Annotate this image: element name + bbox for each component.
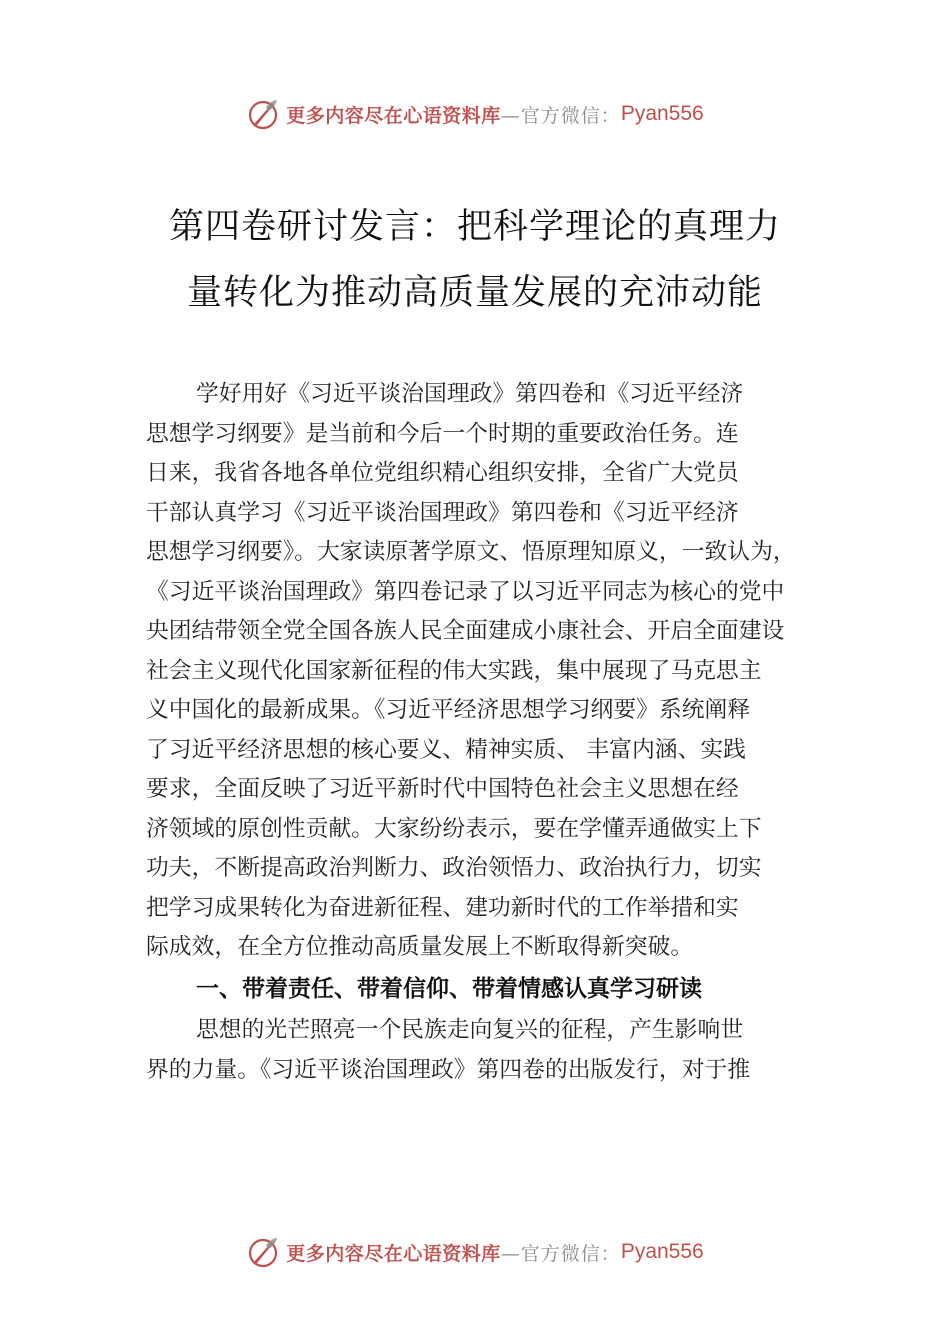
- paragraph-line: 干部认真学习《习近平谈治国理政》第四卷和《习近平经济: [146, 499, 739, 526]
- body-paragraph-1: [146, 375, 826, 968]
- paragraph-line: 学好用好《习近平谈治国理政》第四卷和《习近平经济: [196, 381, 744, 407]
- paragraph-line: 要求，全面反映了习近平新时代中国特色社会主义思想在经: [146, 776, 739, 802]
- paragraph-line: 际成效，在全方位推动高质量发展上不断取得新突破。: [146, 934, 694, 960]
- header-watermark-banner: [0, 94, 950, 134]
- paragraph-line: 济领域的原创性贡献。大家纷纷表示，要在学懂弄通做实上下: [146, 815, 762, 842]
- document-title-line-2: 量转化为推动高质量发展的充沛动能: [186, 273, 763, 313]
- paragraph-line: 日来，我省各地各单位党组织精心组织安排，全省广大党员: [146, 460, 739, 486]
- paragraph-line: 社会主义现代化国家新征程的伟大实践，集中展现了马克思主: [146, 657, 762, 684]
- wechat-label: —官方微信：: [500, 1242, 621, 1265]
- paragraph-line: 界的力量。《习近平谈治国理政》第四卷的出版发行，对于推: [146, 1056, 751, 1083]
- wechat-id: Pyan556: [620, 102, 704, 125]
- brand-text: 更多内容尽在心语资料库: [286, 1242, 501, 1265]
- paragraph-line: 了习近平经济思想的核心要义、精神实质、 丰富内涵、实践: [146, 736, 746, 763]
- paragraph-line: 功夫，不断提高政治判断力、政治领悟力、政治执行力，切实: [146, 855, 762, 881]
- wechat-id: Pyan556: [620, 1240, 704, 1263]
- document-title-line-1: 第四卷研讨发言：把科学理论的真理力: [168, 207, 781, 247]
- footer-watermark-banner: [0, 1232, 950, 1272]
- paragraph-line: 思想学习纲要》是当前和今后一个时期的重要政治任务。连: [146, 420, 739, 447]
- quill-pen-icon: [246, 97, 280, 131]
- paragraph-line: 《习近平谈治国理政》第四卷记录了以习近平同志为核心的党中: [146, 578, 785, 605]
- quill-pen-icon: [246, 1235, 280, 1269]
- paragraph-line: 思想的光芒照亮一个民族走向复兴的征程，产生影响世: [196, 1017, 744, 1043]
- paragraph-line: 思想学习纲要》。大家读原著学原文、悟原理知原义，一致认为，: [146, 539, 796, 565]
- paragraph-line: 把学习成果转化为奋进新征程、建功新时代的工作举措和实: [146, 894, 739, 921]
- wechat-label: —官方微信：: [500, 104, 621, 127]
- brand-text: 更多内容尽在心语资料库: [286, 104, 501, 127]
- paragraph-line: 义中国化的最新成果。《习近平经济思想学习纲要》系统阐释: [146, 697, 751, 723]
- section-heading-1: 一、带着责任、带着信仰、带着情感认真学习研读: [196, 976, 702, 1002]
- paragraph-line: 央团结带领全党全国各族人民全面建成小康社会、开启全面建设: [146, 618, 785, 644]
- body-paragraph-2: [146, 1011, 826, 1090]
